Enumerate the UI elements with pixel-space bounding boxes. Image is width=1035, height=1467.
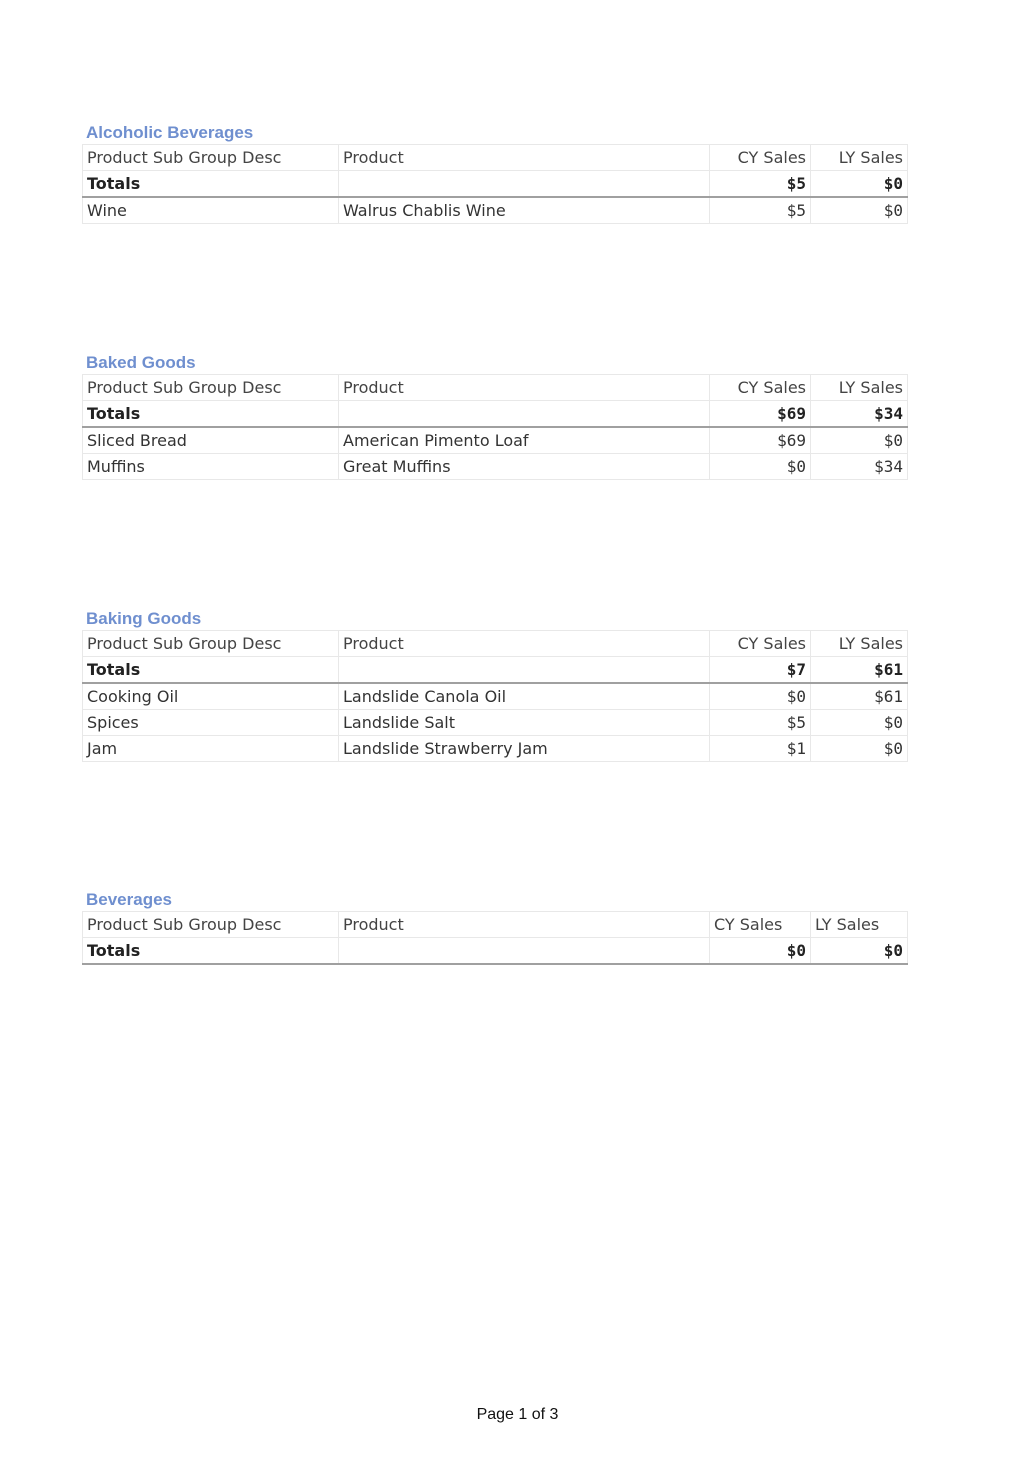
section-title: Baked Goods [86,353,196,372]
cell-product: Landslide Strawberry Jam [339,736,710,762]
totals-cy-sales: $7 [710,657,811,684]
column-header-sub-group[interactable]: Product Sub Group Desc [83,145,339,171]
column-header-ly-sales[interactable]: LY Sales [811,912,908,938]
table-row [83,683,908,710]
cell-sub-group: Wine [83,197,339,224]
cell-product: Landslide Canola Oil [339,683,710,710]
section-baked-goods [82,352,907,480]
totals-cy-sales: $69 [710,401,811,428]
cell-product: Walrus Chablis Wine [339,197,710,224]
table-row [83,454,908,480]
column-header-sub-group[interactable]: Product Sub Group Desc [83,631,339,657]
totals-label: Totals [83,938,339,965]
totals-row [83,171,908,198]
sales-table [82,630,908,762]
cell-product: Landslide Salt [339,710,710,736]
table-row [83,710,908,736]
cell-cy-sales: $1 [710,736,811,762]
totals-row [83,401,908,428]
cell-sub-group: Muffins [83,454,339,480]
totals-row [83,657,908,684]
column-header-product[interactable]: Product [339,375,710,401]
totals-label: Totals [83,657,339,684]
table-header-row [83,912,908,938]
totals-row [83,938,908,965]
cell-product: Great Muffins [339,454,710,480]
cell-ly-sales: $0 [811,427,908,454]
section-alcoholic-beverages [82,122,907,224]
cell-sub-group: Jam [83,736,339,762]
totals-label: Totals [83,401,339,428]
table-row [83,736,908,762]
column-header-ly-sales[interactable]: LY Sales [811,375,908,401]
sales-table [82,911,908,965]
sales-table [82,374,908,480]
cell-ly-sales: $0 [811,710,908,736]
cell-cy-sales: $0 [710,454,811,480]
column-header-cy-sales[interactable]: CY Sales [710,375,811,401]
section-title: Baking Goods [86,609,202,628]
cell-cy-sales: $0 [710,683,811,710]
totals-ly-sales: $34 [811,401,908,428]
totals-ly-sales: $0 [811,938,908,965]
section-beverages [82,889,907,965]
table-row [83,197,908,224]
totals-cy-sales: $5 [710,171,811,198]
cell-cy-sales: $5 [710,710,811,736]
cell-ly-sales: $0 [811,736,908,762]
totals-cy-sales: $0 [710,938,811,965]
cell-cy-sales: $69 [710,427,811,454]
column-header-sub-group[interactable]: Product Sub Group Desc [83,912,339,938]
sales-table [82,144,908,224]
column-header-ly-sales[interactable]: LY Sales [811,145,908,171]
column-header-cy-sales[interactable]: CY Sales [710,631,811,657]
totals-product [339,171,710,198]
table-header-row [83,145,908,171]
totals-ly-sales: $61 [811,657,908,684]
cell-sub-group: Spices [83,710,339,736]
column-header-product[interactable]: Product [339,912,710,938]
cell-sub-group: Sliced Bread [83,427,339,454]
cell-ly-sales: $0 [811,197,908,224]
table-row [83,427,908,454]
column-header-sub-group[interactable]: Product Sub Group Desc [83,375,339,401]
totals-product [339,938,710,965]
table-header-row [83,631,908,657]
section-title: Alcoholic Beverages [86,123,254,142]
cell-sub-group: Cooking Oil [83,683,339,710]
column-header-cy-sales[interactable]: CY Sales [710,145,811,171]
column-header-ly-sales[interactable]: LY Sales [811,631,908,657]
totals-label: Totals [83,171,339,198]
cell-product: American Pimento Loaf [339,427,710,454]
column-header-cy-sales[interactable]: CY Sales [710,912,811,938]
section-baking-goods [82,608,907,762]
page-number: Page 1 of 3 [476,1406,559,1423]
cell-ly-sales: $34 [811,454,908,480]
column-header-product[interactable]: Product [339,631,710,657]
totals-product [339,657,710,684]
column-header-product[interactable]: Product [339,145,710,171]
section-title: Beverages [86,890,173,909]
table-header-row [83,375,908,401]
totals-ly-sales: $0 [811,171,908,198]
totals-product [339,401,710,428]
cell-cy-sales: $5 [710,197,811,224]
cell-ly-sales: $61 [811,683,908,710]
